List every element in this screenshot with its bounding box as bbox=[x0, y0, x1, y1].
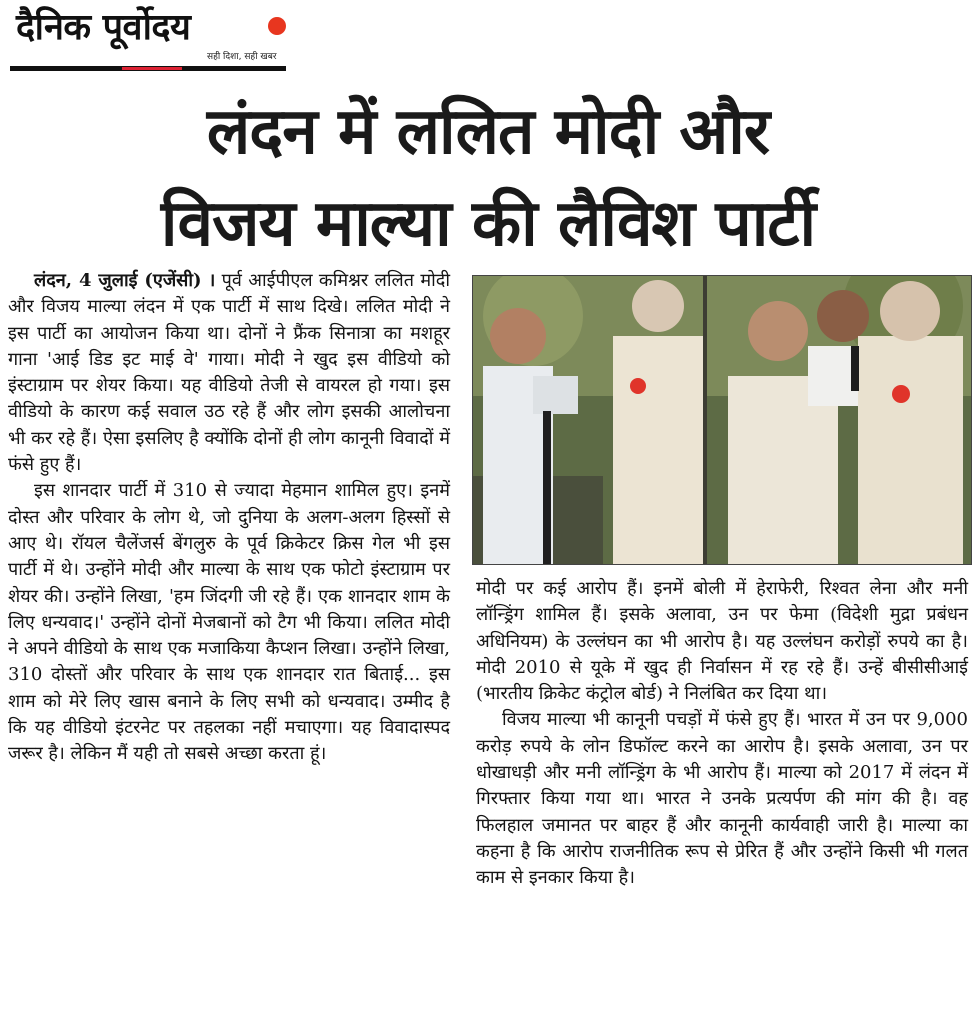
logo-dot-icon bbox=[268, 17, 286, 35]
newspaper-logo: दैनिक पूर्वोदय bbox=[16, 7, 191, 48]
masthead bbox=[10, 6, 286, 72]
article-paragraph-1 bbox=[8, 268, 450, 478]
article-paragraph-3: मोदी पर कई आरोप हैं। इनमें बोली में हेराफेरी, रिश्वत लेना और मनी लॉन्ड्रिंग शामिल हैं। इसके अलावा, उन पर फेमा (विदेशी मुद्रा प्रबंधन अधिनियम) के उल्लंघन का भी आरोप है। यह उल्लंघन करोड़ों रुपये का है। मोदी 2010 से यूके में खुद ही निर्वासन में रह रहे हैं। उन्हें बीसीसीआई (भारतीय क्रिकेट कंट्रोल बोर्ड) ने निलंबित कर दिया था। bbox=[476, 578, 968, 705]
article-paragraph-2: इस शानदार पार्टी में 310 से ज्यादा मेहमान शामिल हुए। इनमें दोस्त और परिवार के लोग थे, जो दुनिया के अलग-अलग हिस्सों से आए थे। रॉयल चैलेंजर्स बेंगलुरु के पूर्व क्रिकेटर क्रिस गेल भी इस पार्टी में थे। उन्होंने मोदी और माल्या के साथ एक फोटो इंस्टाग्राम पर शेयर की। उन्होंने लिखा, 'हम जिंदगी जी रहे हैं। एक शानदार शाम के लिए धन्यवाद।' उन्होंने दोनों मेजबानों को टैग भी किया। ललित मोदी ने अपने वीडियो के साथ एक मजाकिया कैप्शन लिखा। उन्होंने लिखा, 310 दोस्तों और परिवार के साथ एक शानदार रात बिताई... इस शाम को मेरे लिए खास बनाने के लिए सभी को धन्यवाद। उम्मीद है कि यह वीडियो इंटरनेट पर तहलका नहीं मचाएगा। यह विवादास्पद जरूर है। लेकिन मैं यही तो सबसे अच्छा करता हूं। bbox=[8, 480, 450, 765]
headline-line-2: विजय माल्या की लैविश पार्टी bbox=[160, 187, 816, 261]
article-column-right bbox=[476, 576, 968, 892]
article-paragraph-4: विजय माल्या भी कानूनी पचड़ों में फंसे हुए हैं। भारत में उन पर 9,000 करोड़ रुपये के लोन डिफॉल्ट करने का आरोप है। इसके अलावा, उन पर धोखाधड़ी और मनी लॉन्ड्रिंग के भी आरोप हैं। माल्या को 2017 में लंदन में गिरफ्तार किया गया था। भारत ने उनके प्रत्यर्पण की मांग की है। वह फिलहाल जमानत पर बाहर हैं और कानूनी कार्यवाही जारी है। माल्या का कहना है कि आरोप राजनीतिक रूप से प्रेरित हैं और उन्होंने किसी भी गलत काम से इनकार किया है। bbox=[476, 709, 968, 889]
party-photo-illustration bbox=[473, 276, 971, 564]
masthead-accent-rule bbox=[122, 67, 182, 70]
article-paragraph-1-text: पूर्व आईपीएल कमिश्नर ललित मोदी और विजय माल्या लंदन में एक पार्टी में साथ दिखे। ललित मोदी ने इस पार्टी का आयोजन किया था। दोनों ने फ्रैंक सिनात्रा का मशहूर गाना 'आई डिड इट माई वे' गाया। मोदी ने खुद इस वीडियो को इंस्टाग्राम पर शेयर किया। यह वीडियो तेजी से वायरल हो गया। इस वीडियो के कारण कई सवाल उठ रहे हैं और लोग इसकी आलोचना भी कर रहे हैं। ऐसा इसलिए है क्योंकि दोनों ही लोग कानूनी विवादों में फंसे हुए हैं। bbox=[8, 270, 450, 476]
article-column-left bbox=[8, 268, 450, 768]
headline-line-1: लंदन में ललित मोदी और bbox=[206, 95, 770, 169]
newspaper-tagline: सही दिशा, सही खबर bbox=[207, 52, 277, 62]
headline bbox=[0, 86, 976, 270]
news-photo bbox=[472, 275, 972, 565]
dateline: लंदन, 4 जुलाई (एजेंसी) । bbox=[34, 270, 216, 291]
